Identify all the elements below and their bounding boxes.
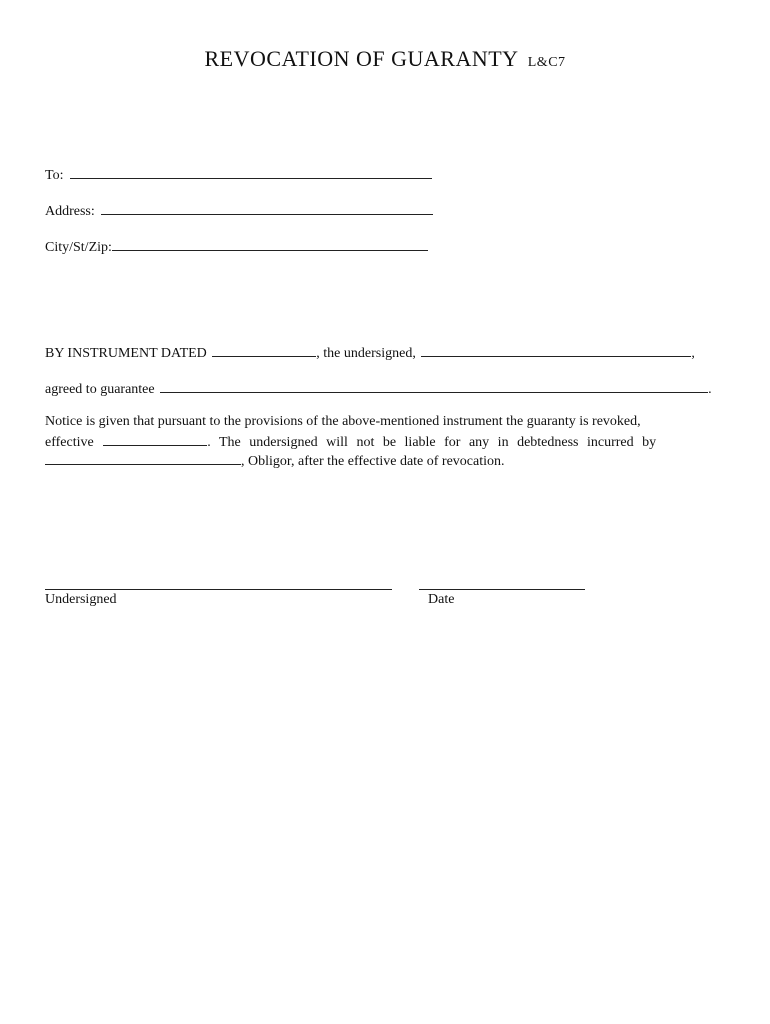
notice-line-1 (45, 412, 725, 431)
notice-text-2: . The undersigned will not be liable for any in debtedness incurred by (207, 435, 657, 450)
title-text: REVOCATION OF GUARANTY (204, 46, 518, 71)
city-blank[interactable] (112, 236, 428, 251)
address-label: Address: (45, 204, 95, 219)
to-blank[interactable] (70, 164, 432, 179)
city-label: City/St/Zip: (45, 240, 112, 255)
undersigned-signature-line[interactable] (45, 589, 392, 590)
city-field (45, 236, 428, 256)
instrument-line (45, 342, 695, 362)
agreed-label: agreed to guarantee (45, 382, 155, 397)
guarantee-line (45, 378, 712, 398)
date-label: Date (428, 592, 455, 607)
instrument-dated-label: BY INSTRUMENT DATED (45, 346, 207, 361)
undersigned-label: Undersigned (45, 592, 117, 607)
undersigned-text: , the undersigned, (316, 346, 416, 361)
obligor-blank[interactable] (45, 450, 241, 465)
notice-line-3 (45, 450, 505, 470)
address-field (45, 200, 433, 220)
to-label: To: (45, 168, 64, 183)
to-field (45, 164, 432, 184)
guarantee-period: . (708, 382, 712, 397)
notice-line-2 (45, 431, 656, 451)
undersigned-name-blank[interactable] (421, 342, 691, 357)
instrument-comma: , (691, 346, 695, 361)
instrument-date-blank[interactable] (212, 342, 316, 357)
notice-text-3: , Obligor, after the effective date of revocation. (241, 454, 505, 469)
notice-text-1: Notice is given that pursuant to the provisions of the above-mentioned instrument the guaranty is revoked, (45, 414, 641, 429)
address-blank[interactable] (101, 200, 433, 215)
effective-date-blank[interactable] (103, 431, 207, 446)
form-code: L&C7 (527, 55, 566, 70)
effective-label: effective (45, 435, 94, 450)
date-signature-line[interactable] (419, 589, 585, 590)
document-title (0, 46, 770, 72)
guarantee-blank[interactable] (160, 378, 708, 393)
